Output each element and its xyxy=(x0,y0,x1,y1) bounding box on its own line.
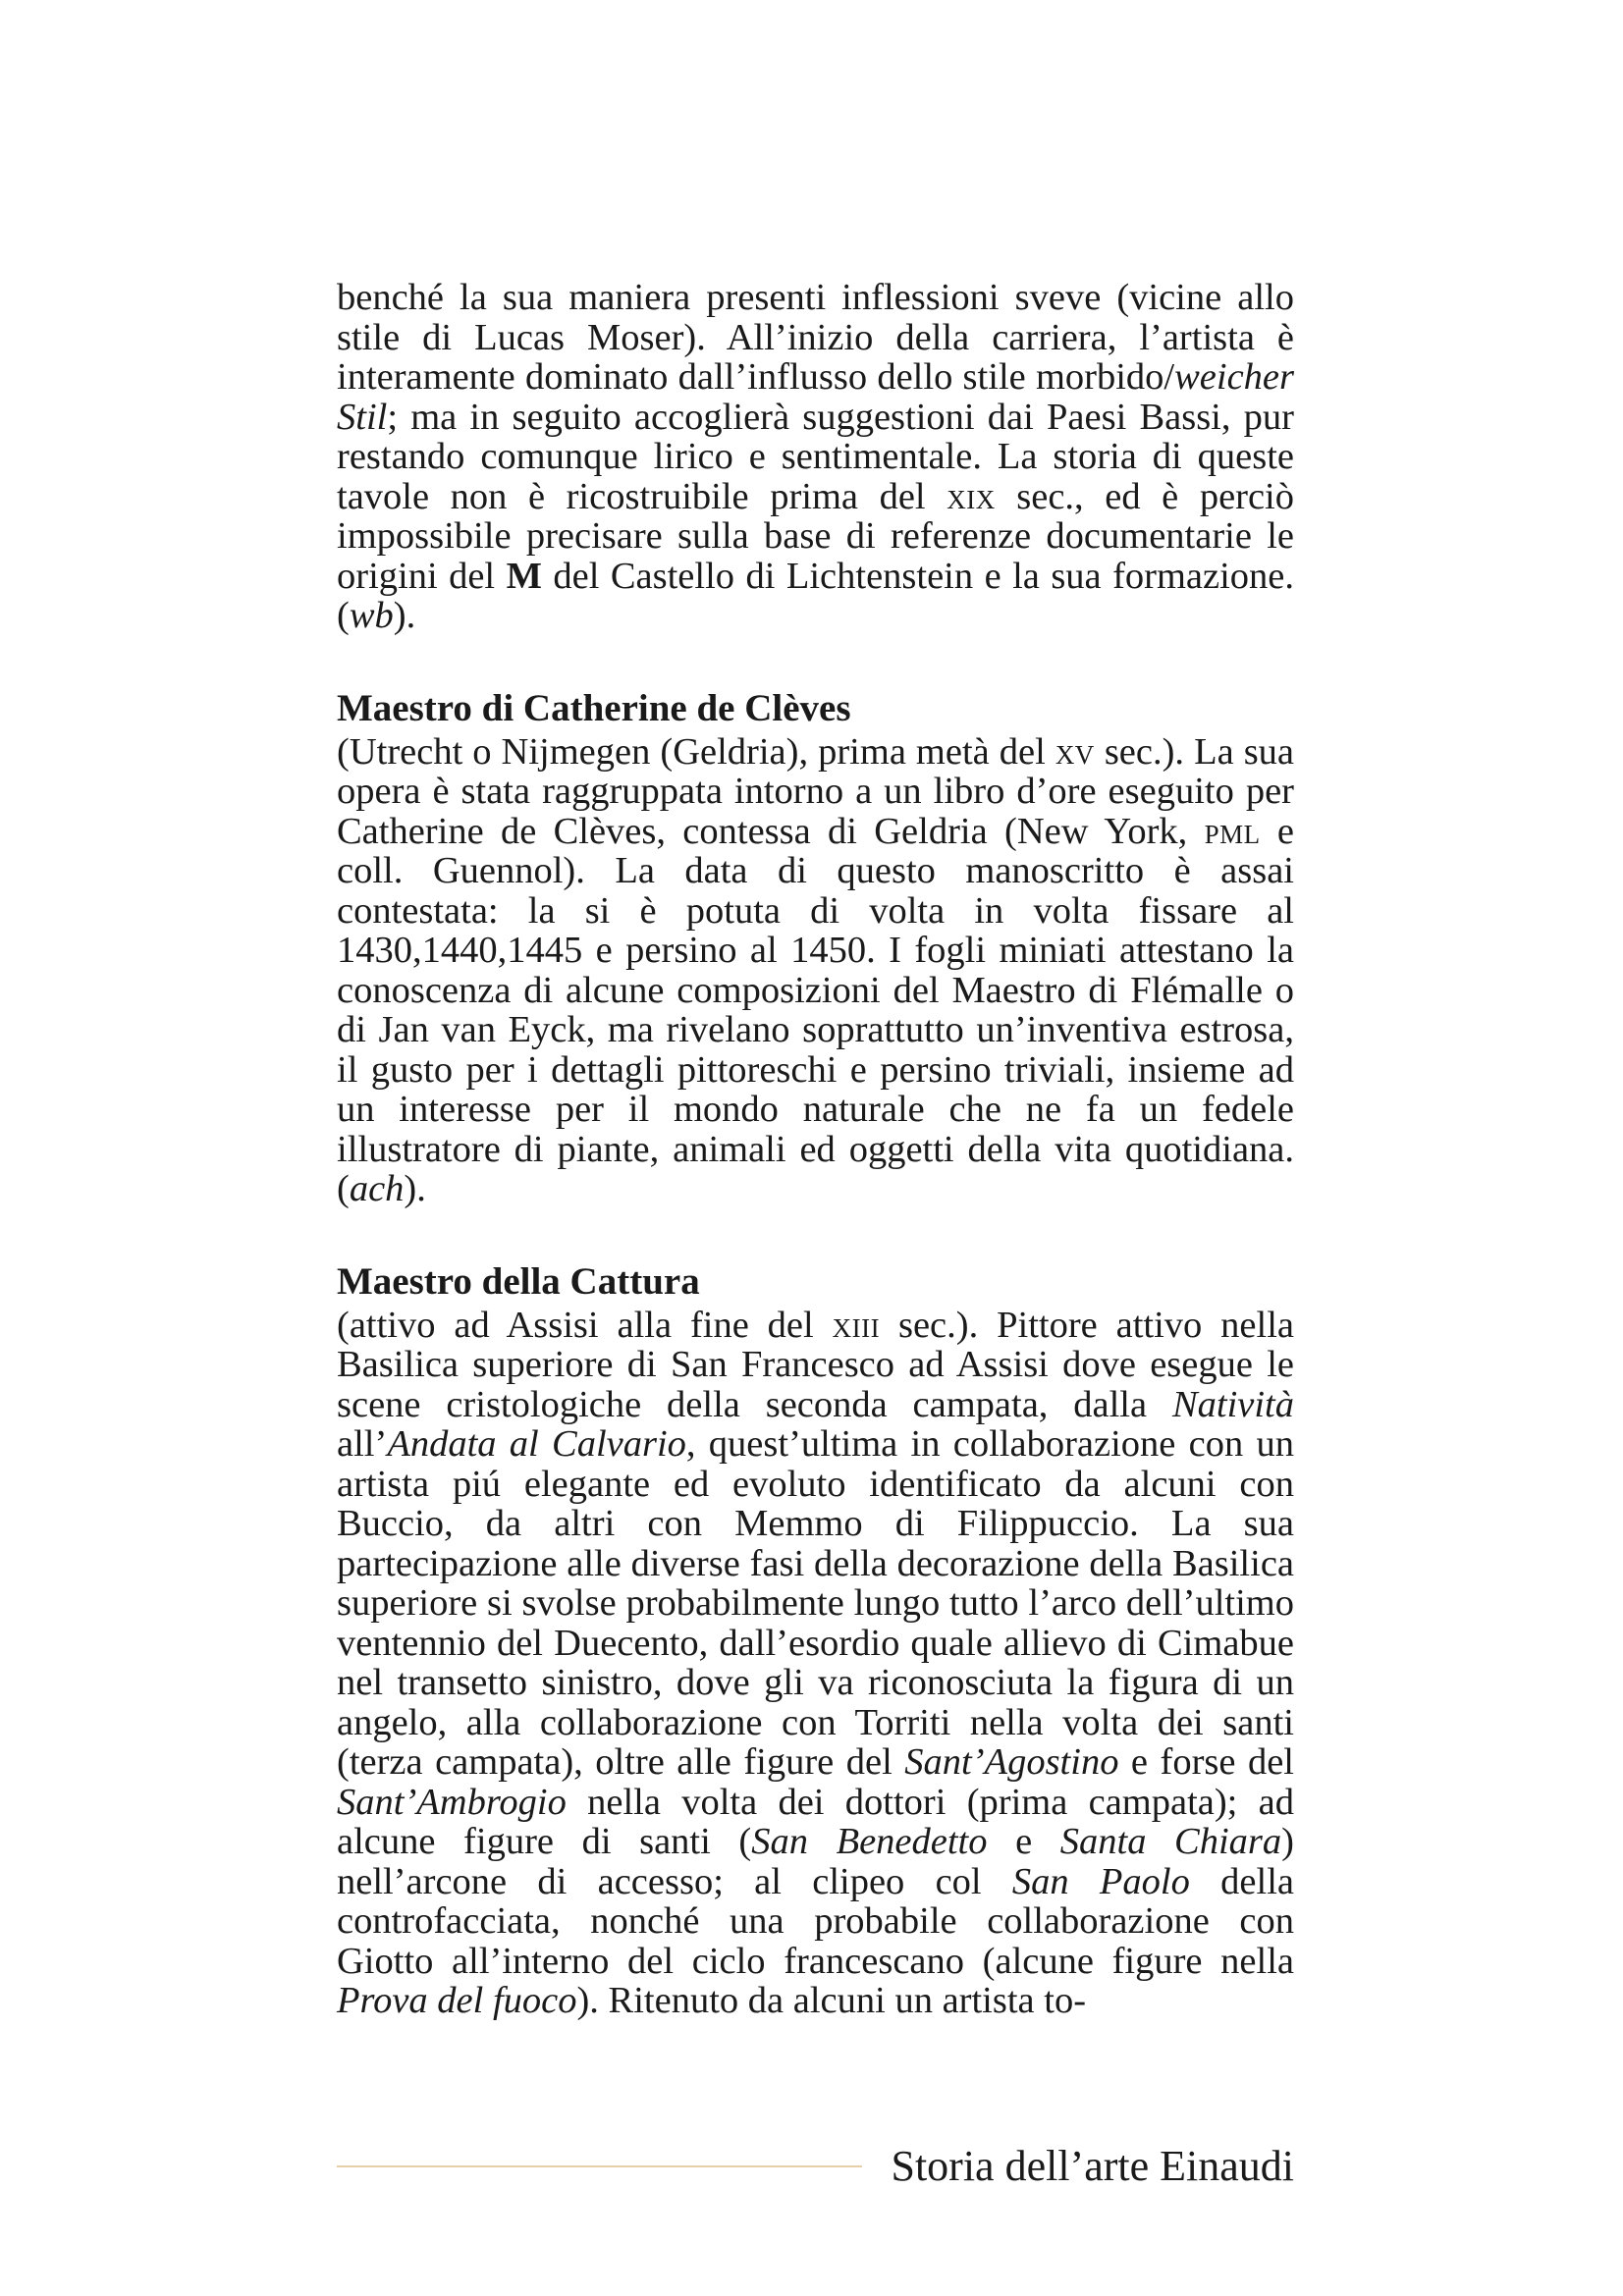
text-run: e coll. Guennol). La data di questo manoscritto è assai contestata: la si è potuta di volta in volta fissare al 1430,1440,1445 e persino al 1450. I fogli miniati attestano la conoscenza di alcune composizioni del Maestro di Flémalle o di Jan van Eyck, ma rivelano soprattutto un’inventiva estrosa, il gusto per i dettagli pittoreschi e persino triviali, insieme ad un interesse per il mondo naturale che ne fa un fedele illustratore di piante, animali ed oggetti della vita quotidiana. ( xyxy=(337,810,1294,1209)
entry-paragraph xyxy=(337,1306,1294,2021)
entry-catherine-de-cleves xyxy=(337,687,1294,1209)
artwork-title: Prova del fuoco xyxy=(337,1980,577,2021)
text-run: (attivo ad Assisi alla fine del xyxy=(337,1304,833,1346)
footer-title: Storia dell’arte Einaudi xyxy=(891,2142,1294,2190)
text-run: nella volta dei dottori (prima campata); ad alcune figure di santi ( xyxy=(337,1781,1294,1862)
text-run: e forse del xyxy=(1118,1741,1294,1783)
collection-abbreviation: pml xyxy=(1204,810,1261,852)
text-run: sec., ed è perciò impossibile precisare sulla base di referenze documentarie le origini del xyxy=(337,475,1295,597)
text-run: della controfacciata, nonché una probabile collaborazione con Giotto all’interno del ciclo francescano (alcune figure nella xyxy=(337,1860,1294,1982)
footer-rule xyxy=(337,2165,862,2167)
text-run: ; ma in seguito accoglierà suggestioni dai Paesi Bassi, pur restando comunque lirico e sentimentale. La storia di queste tavole non è ricostruibile prima del xyxy=(337,396,1294,517)
entry-heading: Maestro della Cattura xyxy=(337,1259,700,1303)
author-initials: wb xyxy=(349,595,394,636)
artwork-title: San Paolo xyxy=(1011,1860,1190,1902)
text-run: all’ xyxy=(337,1423,388,1465)
entry-cattura xyxy=(337,1260,1294,2021)
artwork-title: Santa Chiara xyxy=(1059,1821,1282,1862)
entry-paragraph xyxy=(337,732,1294,1209)
text-run: sec.). La sua opera è stata raggruppata intorno a un libro d’ore eseguito per Catherine de Clèves, contessa di Geldria (New York, xyxy=(337,730,1295,852)
artwork-title: Sant’Ambrogio xyxy=(337,1781,567,1823)
century-numeral: xv xyxy=(1055,730,1095,773)
text-run: e xyxy=(987,1821,1060,1862)
page-body xyxy=(337,278,1294,2021)
intro-paragraph xyxy=(337,278,1294,636)
page-footer xyxy=(337,2142,1294,2191)
author-initials: ach xyxy=(349,1168,405,1209)
text-run: del Castello di Lichtenstein e la sua formazione. ( xyxy=(337,555,1294,636)
artwork-title: Andata al Calvario xyxy=(387,1423,686,1465)
century-numeral: xiii xyxy=(832,1304,881,1346)
text-run: ) nell’arcone di accesso; al clipeo col xyxy=(337,1821,1294,1902)
text-run: ). xyxy=(404,1168,426,1209)
text-run: , quest’ultima in collaborazione con un artista piú elegante ed evoluto identificato da alcuni con Buccio, da altri con Memmo di Filippuccio. La sua partecipazione alle diverse fasi della decorazione della Basilica superiore si svolse probabilmente lungo tutto l’arco dell’ultimo ventennio del Duecento, dall’esordio quale allievo di Cimabue nel transetto sinistro, dove gli va riconosciuta la figura di un angelo, alla collaborazione con Torriti nella volta dei santi (terza campata), oltre alle figure del xyxy=(337,1423,1294,1783)
entry-heading: Maestro di Catherine de Clèves xyxy=(337,686,851,729)
bold-abbreviation: M xyxy=(506,555,542,597)
text-run: (Utrecht o Nijmegen (Geldria), prima metà del xyxy=(337,730,1055,773)
text-run: ). xyxy=(393,595,416,636)
century-numeral: xix xyxy=(947,475,996,517)
artwork-title: Natività xyxy=(1171,1383,1294,1425)
artwork-title: San Benedetto xyxy=(751,1821,988,1862)
text-run: benché la sua maniera presenti inflessioni sveve (vicine allo stile di Lucas Moser). All’inizio della carriera, l’artista è interamente dominato dall’influsso dello stile morbido/ xyxy=(337,277,1294,398)
text-run: ). Ritenuto da alcuni un artista to- xyxy=(576,1980,1087,2021)
artwork-title: Sant’Agostino xyxy=(904,1741,1119,1783)
italic-term: weicher Stil xyxy=(337,356,1294,438)
text-run: sec.). Pittore attivo nella Basilica superiore di San Francesco ad Assisi dove esegue le scene cristologiche della seconda campata, dalla xyxy=(337,1304,1294,1425)
